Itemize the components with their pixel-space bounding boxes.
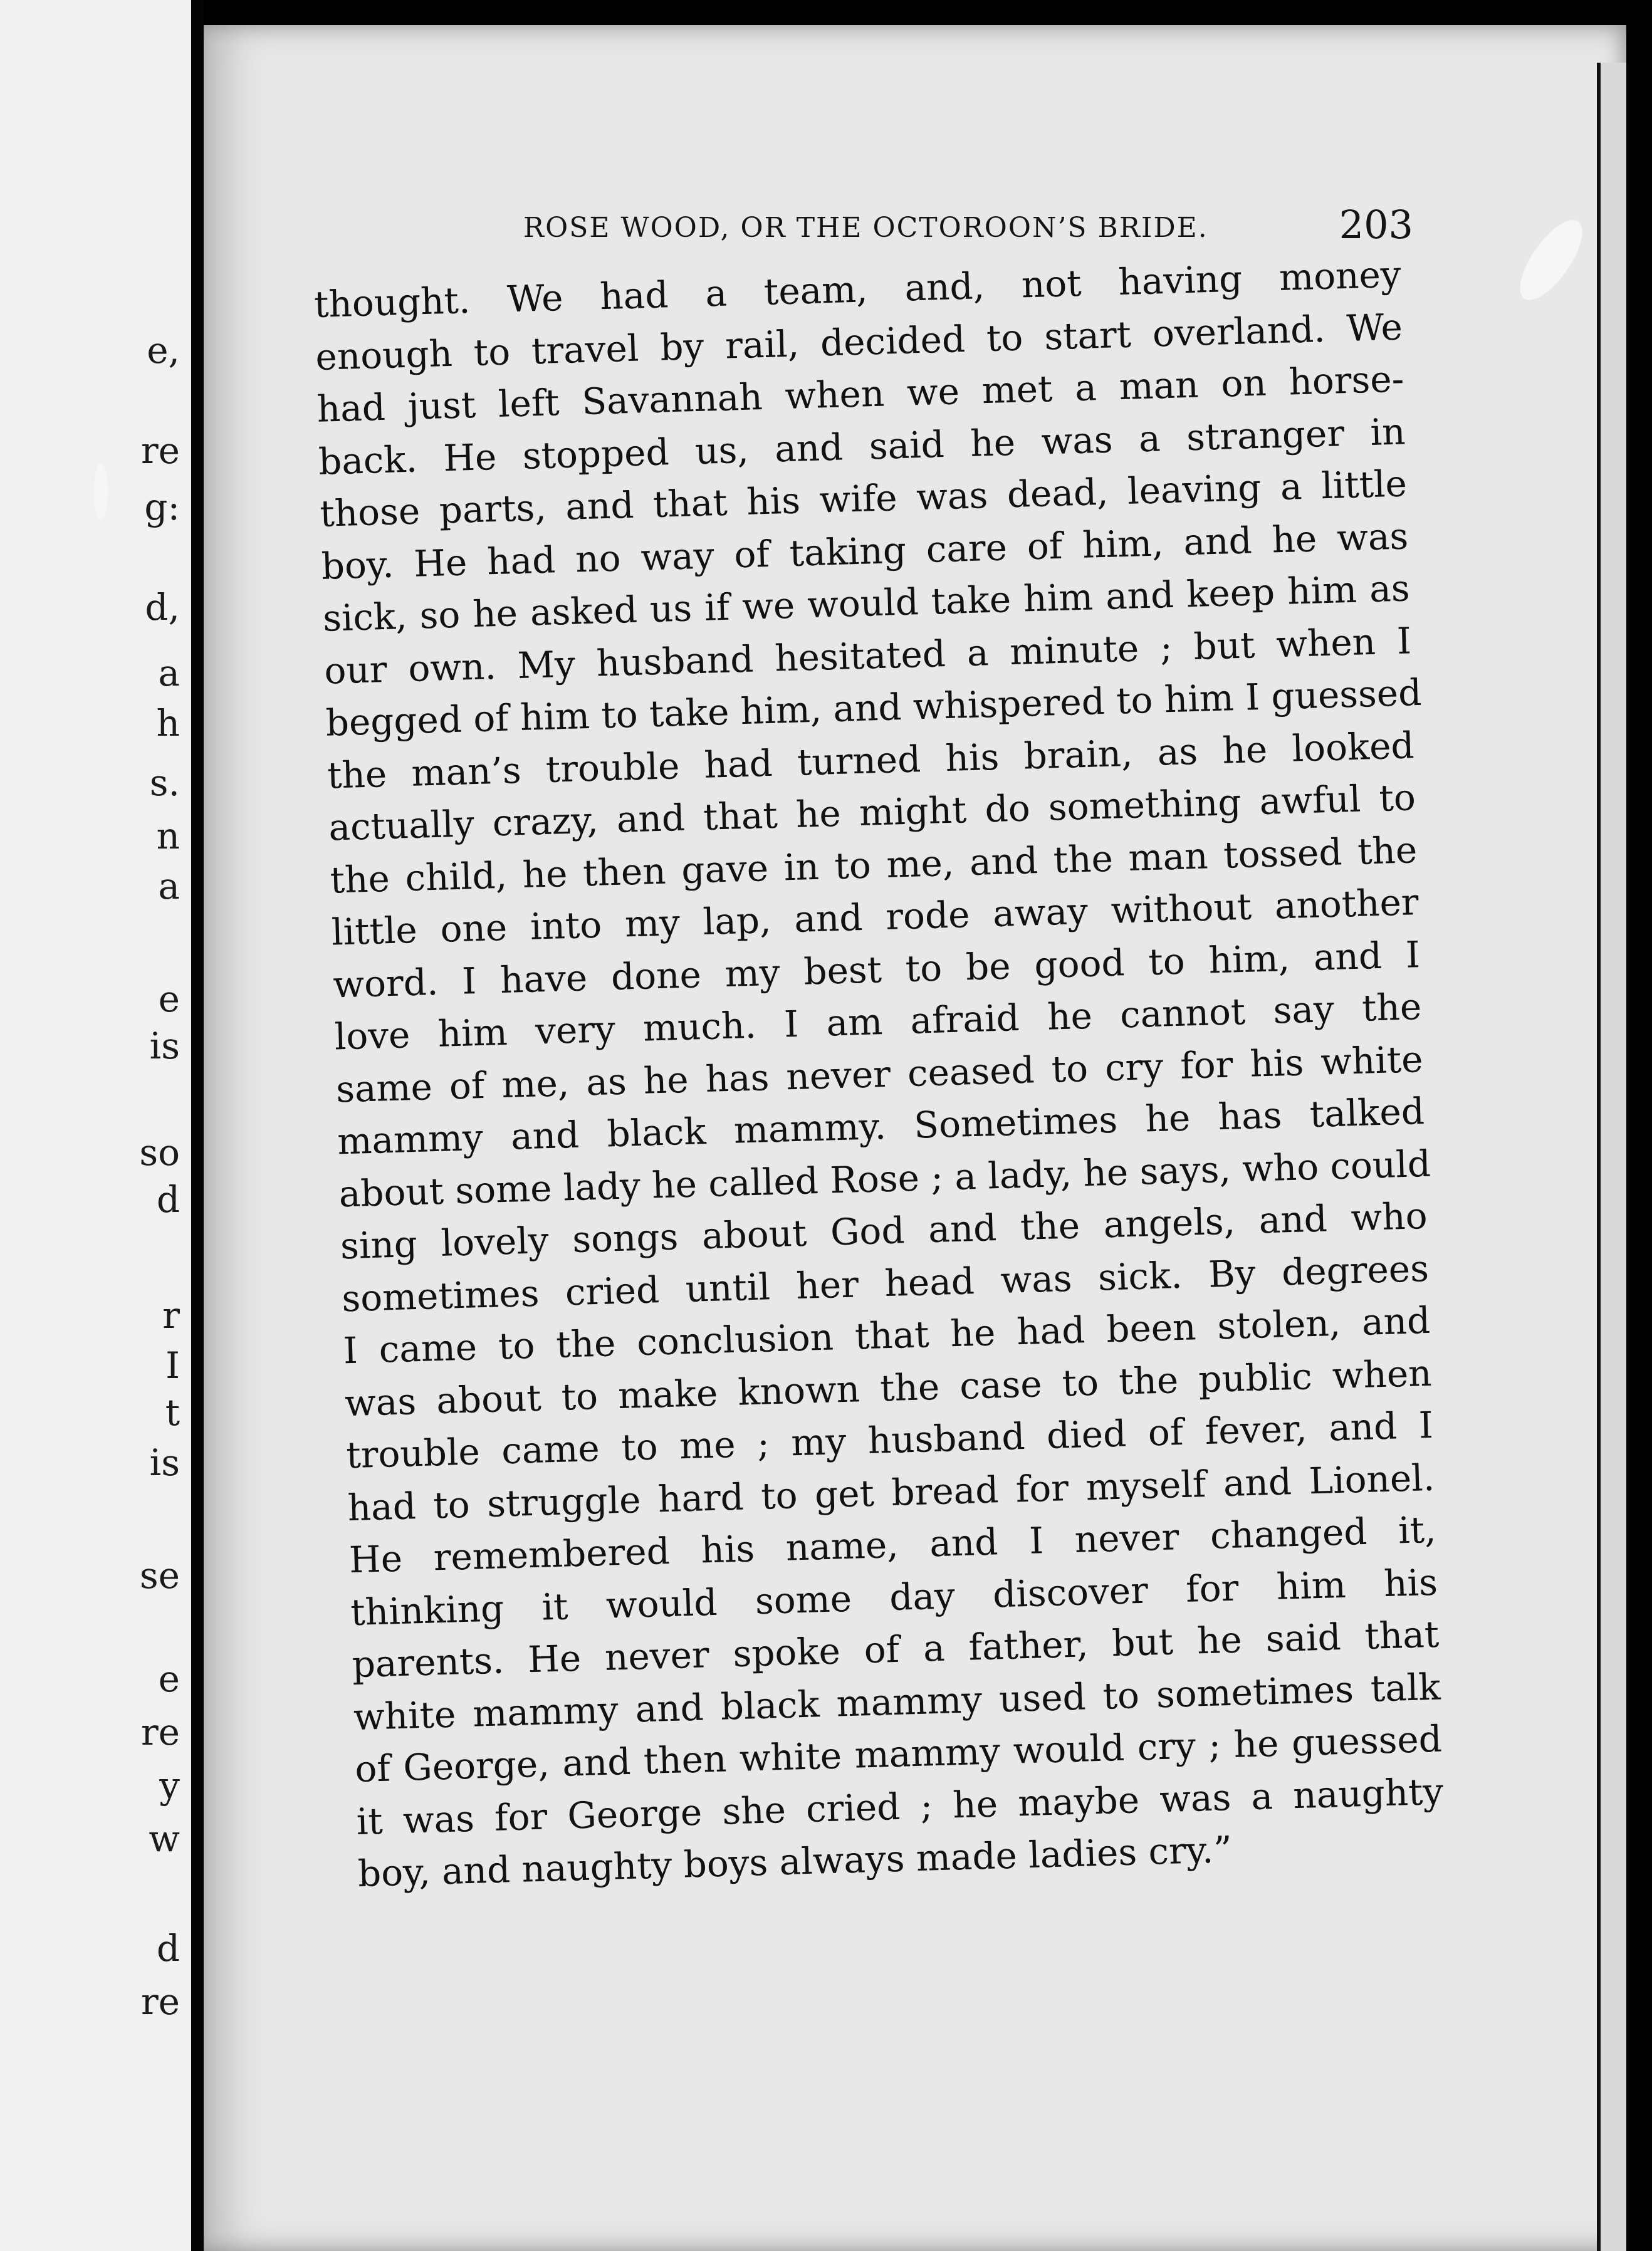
text-line: word. I have done my best to be good to him, and I bbox=[332, 932, 1421, 1006]
text-line: actually crazy, and that he might do something awful to bbox=[328, 776, 1416, 849]
left-page-fragment: I bbox=[165, 1344, 180, 1387]
text-line: thinking it would some day discover for him his bbox=[350, 1560, 1438, 1634]
page-number: 203 bbox=[1339, 202, 1413, 248]
text-line: boy, and naughty boys always made ladies cry.” bbox=[357, 1828, 1233, 1895]
left-page-fragment: a bbox=[158, 652, 180, 694]
body-text bbox=[313, 249, 1446, 1901]
text-line: I came to the conclusion that he had been stolen, and bbox=[342, 1298, 1431, 1372]
left-page-fragment: re bbox=[140, 1711, 180, 1753]
paper-speck bbox=[1508, 211, 1593, 309]
text-line: was about to make known the case to the public when bbox=[344, 1351, 1433, 1424]
left-page-fragment: t bbox=[165, 1391, 180, 1434]
left-page-fragment: e, bbox=[147, 329, 180, 372]
left-page-fragment: d, bbox=[145, 586, 180, 629]
text-line: trouble came to me ; my husband died of fever, and I bbox=[345, 1403, 1434, 1477]
book-gutter bbox=[191, 0, 204, 2251]
text-line: love him very much. I am afraid he cannot say the bbox=[333, 985, 1423, 1058]
text-line: the child, he then gave in to me, and the man tossed the bbox=[329, 828, 1418, 902]
text-line: white mammy and black mammy used to sometimes talk bbox=[353, 1665, 1441, 1738]
text-line: little one into my lap, and rode away without another bbox=[331, 880, 1419, 954]
text-line: our own. My husband hesitated a minute ; but when I bbox=[323, 619, 1412, 692]
left-page bbox=[0, 0, 191, 2251]
paper-speck bbox=[94, 464, 108, 520]
left-page-fragment: re bbox=[140, 1980, 180, 2023]
left-page-fragment: w bbox=[149, 1817, 180, 1860]
text-line: begged of him to take him, and whispered to him I guessed bbox=[325, 671, 1423, 744]
left-page-fragment: se bbox=[139, 1554, 180, 1597]
left-page-fragment: re bbox=[140, 429, 180, 472]
text-line: sick, so he asked us if we would take him and keep him as bbox=[322, 567, 1411, 640]
left-page-text-fragments bbox=[0, 0, 191, 2251]
left-page-fragment: g: bbox=[144, 486, 180, 528]
text-line: mammy and black mammy. Sometimes he has talked bbox=[337, 1090, 1425, 1163]
page-edge bbox=[1597, 63, 1626, 2251]
running-head bbox=[523, 202, 1413, 252]
text-line: the man’s trouble had turned his brain, as he looked bbox=[327, 723, 1415, 797]
left-page-fragment: d bbox=[156, 1927, 180, 1970]
text-line: thought. We had a team, and, not having money bbox=[313, 253, 1402, 326]
left-page-fragment: so bbox=[139, 1131, 180, 1174]
text-line: had just left Savannah when we met a man on horse- bbox=[316, 357, 1405, 431]
text-line: enough to travel by rail, decided to start overland. We bbox=[315, 305, 1403, 379]
text-line: of George, and then white mammy would cry ; he guessed bbox=[354, 1717, 1443, 1791]
text-line: it was for George she cried ; he maybe was a naughty bbox=[355, 1770, 1445, 1843]
left-page-fragment: n bbox=[156, 815, 180, 857]
left-page-fragment: e bbox=[158, 1658, 180, 1700]
left-page-fragment: d bbox=[156, 1178, 180, 1221]
text-line: sometimes cried until her head was sick. By degrees bbox=[341, 1246, 1430, 1320]
text-line: same of me, as he has never ceased to cry for his white bbox=[335, 1037, 1424, 1110]
left-page-fragment: is bbox=[149, 1025, 180, 1067]
text-line: He remembered his name, and I never changed it, bbox=[348, 1508, 1437, 1582]
left-page-fragment: e bbox=[158, 978, 180, 1020]
text-line: those parts, and that his wife was dead, leaving a little bbox=[319, 462, 1408, 535]
left-page-fragment: is bbox=[149, 1441, 180, 1484]
text-line: had to struggle hard to get bread for myself and Lionel. bbox=[347, 1456, 1436, 1529]
text-line: sing lovely songs about God and the angels, and who bbox=[340, 1194, 1428, 1268]
left-page-fragment: s. bbox=[149, 761, 180, 804]
text-line: back. He stopped us, and said he was a stranger in bbox=[318, 409, 1406, 483]
left-page-fragment: y bbox=[159, 1764, 180, 1807]
left-page-fragment: a bbox=[158, 865, 180, 907]
left-page-fragment: h bbox=[156, 702, 180, 744]
running-title: ROSE WOOD, OR THE OCTOROON’S BRIDE. bbox=[523, 212, 1208, 244]
text-line: about some lady he called Rose ; a lady, he says, who could bbox=[338, 1142, 1431, 1215]
text-line: parents. He never spoke of a father, but he said that bbox=[351, 1612, 1440, 1686]
left-page-fragment: r bbox=[162, 1294, 180, 1337]
text-line: boy. He had no way of taking care of him, and he was bbox=[320, 514, 1409, 588]
